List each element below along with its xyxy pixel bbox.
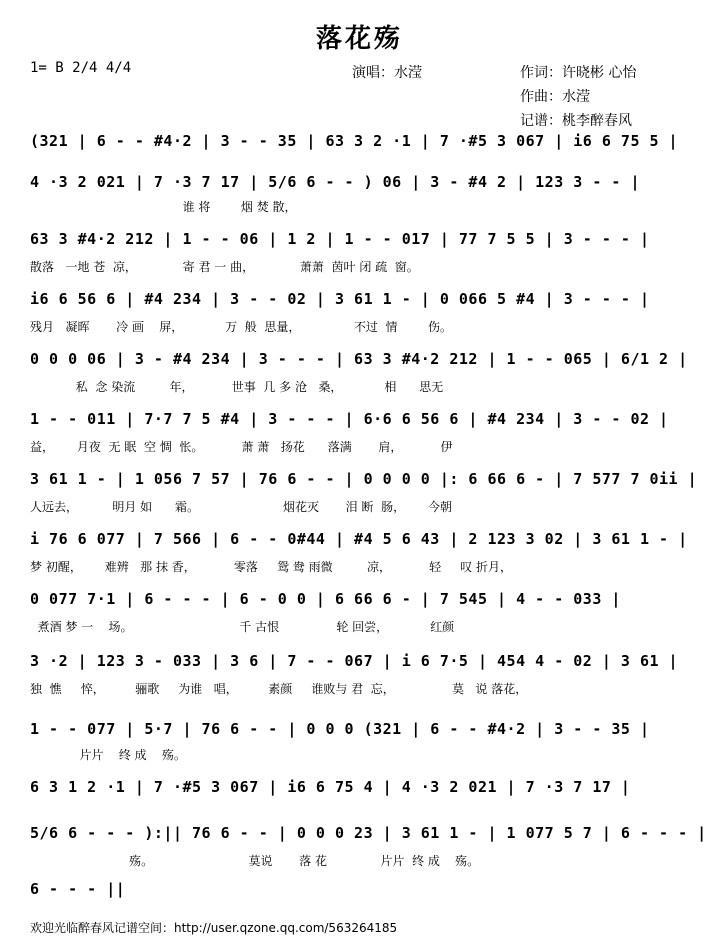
notation-row: (321 | 6 - - #4·2 | 3 - - 35 | 63 3 2 ·1 | 7 ·#5 3 067 | i6 6 75 5 | (30, 132, 679, 150)
notation-row: i 76 6 077 | 7 566 | 6 - - 0#44 | #4 5 6 43 | 2 123 3 02 | 3 61 1 - | (30, 530, 688, 548)
footer-note: 欢迎光临醉春风记谱空间：http://user.qzone.qq.com/563264185 (30, 921, 398, 935)
lyric-row: 煮酒 梦 一 场。 千 古恨 轮 回尝， 红颜 (30, 620, 455, 634)
lyricist-credit: 作词：许晓彬 心怡 (520, 65, 637, 81)
notation-row: 3 61 1 - | 1 056 7 57 | 76 6 - - | 0 0 0 0 |: 6 66 6 - | 7 577 7 0ii | (30, 470, 698, 488)
notation-row: i6 6 56 6 | #4 234 | 3 - - 02 | 3 61 1 - | 0 066 5 #4 | 3 - - - | (30, 290, 650, 308)
lyric-row: 益， 月夜 无 眠 空 惆 怅。 萧 萧 扬花 落满 肩， 伊 (30, 440, 453, 454)
notation-row: 63 3 #4·2 212 | 1 - - 06 | 1 2 | 1 - - 017 | 77 7 5 5 | 3 - - - | (30, 230, 650, 248)
singer-credit: 演唱：水滢 (352, 65, 422, 81)
notation-row: 6 - - - || (30, 880, 126, 898)
notation-row: 4 ·3 2 021 | 7 ·3 7 17 | 5/6 6 - - ) 06 | 3 - #4 2 | 123 3 - - | (30, 173, 640, 191)
transcriber-credit: 记谱：桃李醉春风 (520, 113, 632, 129)
lyric-row: 梦 初醒， 难辨 那 抹 香， 零落 鸳 鸯 雨微 凉， 轻 叹 折月， (30, 560, 512, 574)
lyric-row: 殇。 莫说 落 花 片片 终 成 殇。 (30, 854, 480, 868)
notation-row: 5/6 6 - - - ):|| 76 6 - - | 0 0 0 23 | 3 61 1 - | 1 077 5 7 | 6 - - - | (30, 824, 707, 842)
lyric-row: 残月 凝晖 冷 画 屏， 万 般 思量， 不过 情 伤。 (30, 320, 452, 334)
lyric-row: 谁 将 烟 焚 散， (30, 200, 297, 214)
lyric-row: 片片 终 成 殇。 (30, 748, 186, 762)
key-signature: 1= B 2/4 4/4 (30, 60, 132, 76)
notation-row: 6 3 1 2 ·1 | 7 ·#5 3 067 | i6 6 75 4 | 4 ·3 2 021 | 7 ·3 7 17 | (30, 778, 631, 796)
lyric-row: 私 念 染流 年， 世事 几 多 沧 桑， 相 思无 (30, 380, 444, 394)
lyric-row: 人远去， 明月 如 霜。 烟花灭 泪 断 肠， 今朝 (30, 500, 452, 514)
notation-row: 0 0 0 06 | 3 - #4 234 | 3 - - - | 63 3 #4·2 212 | 1 - - 065 | 6/1 2 | (30, 350, 688, 368)
lyric-row: 散落 一地 苍 凉， 寄 君 一 曲， 萧萧 茵叶 闭 疏 窗。 (30, 260, 419, 274)
lyric-row: 独 憔 悴， 骊歌 为谁 唱， 素颜 谁败与 君 忘， 莫 说 落花， (30, 682, 528, 696)
composer-credit: 作曲：水滢 (520, 89, 590, 105)
song-title: 落花殇 (315, 24, 403, 54)
notation-row: 1 - - 011 | 7·7 7 5 #4 | 3 - - - | 6·6 6 56 6 | #4 234 | 3 - - 02 | (30, 410, 669, 428)
notation-row: 3 ·2 | 123 3 - 033 | 3 6 | 7 - - 067 | i 6 7·5 | 454 4 - 02 | 3 61 | (30, 652, 679, 670)
notation-row: 1 - - 077 | 5·7 | 76 6 - - | 0 0 0 (321 | 6 - - #4·2 | 3 - - 35 | (30, 720, 650, 738)
notation-row: 0 077 7·1 | 6 - - - | 6 - 0 0 | 6 66 6 - | 7 545 | 4 - - 033 | (30, 590, 621, 608)
